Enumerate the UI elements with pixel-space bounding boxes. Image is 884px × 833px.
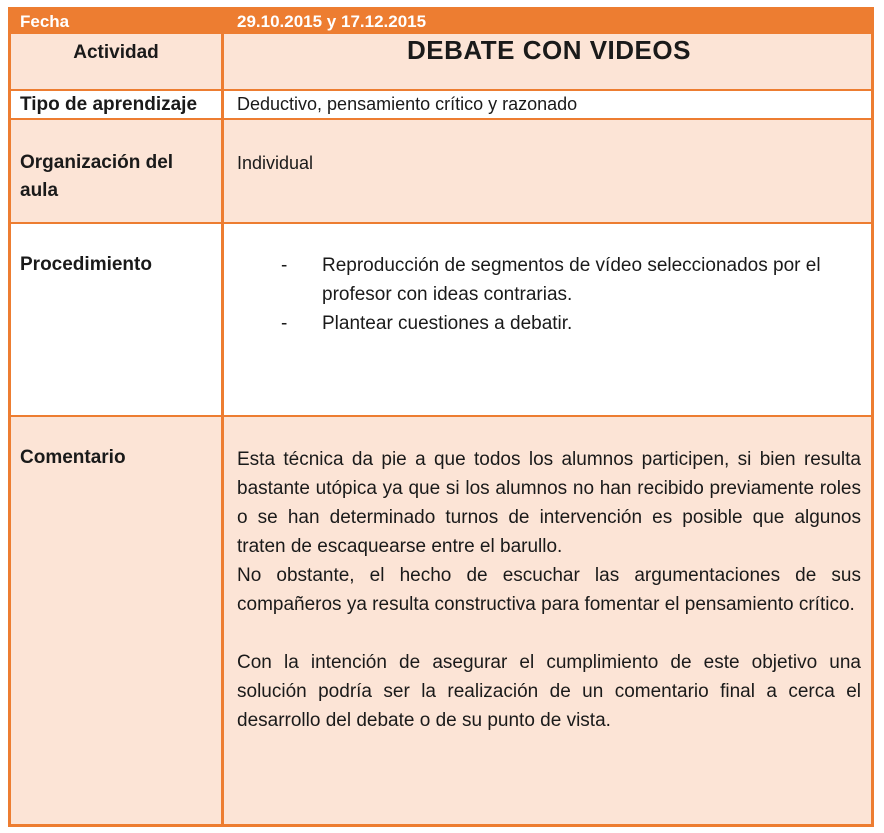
organization-label-line2: aula — [20, 180, 59, 201]
procedure-row — [11, 222, 871, 415]
activity-title: DEBATE CON VIDEOS — [407, 35, 691, 65]
learning-type-value: Deductivo, pensamiento crítico y razonado — [224, 91, 871, 118]
comment-paragraph: Con la intención de asegurar el cumplimiento de este objetivo una solución podría ser la realización de un comentario final a cerca el desarrollo del debate o de su punto de vista. — [237, 652, 861, 731]
organization-label-line1: Organización del — [20, 152, 174, 173]
comment-paragraph: Esta técnica da pie a que todos los alumnos participen, si bien resulta bastante utópica ya que si los alumnos no han recibido previamente roles o se han determinado turnos de intervención es posible que algunos traten de escaquearse entre el barullo. — [237, 449, 861, 557]
list-item — [237, 251, 861, 309]
learning-type-label: Tipo de aprendizaje — [11, 91, 224, 118]
procedure-item-text: Plantear cuestiones a debatir. — [322, 313, 573, 334]
dash-bullet-icon: - — [281, 313, 288, 334]
paragraph-spacer — [237, 619, 861, 648]
organization-value: Individual — [237, 153, 314, 173]
procedure-list — [237, 251, 861, 338]
comment-label: Comentario — [11, 417, 224, 824]
procedure-content — [224, 224, 871, 415]
organization-label — [11, 120, 224, 222]
list-item — [237, 309, 861, 338]
activity-table — [8, 7, 874, 827]
comment-content — [224, 417, 871, 824]
dash-bullet-icon: - — [281, 255, 288, 276]
procedure-label: Procedimiento — [11, 224, 224, 415]
organization-row — [11, 118, 871, 222]
comment-paragraph: No obstante, el hecho de escuchar las argumentaciones de sus compañeros ya resulta constructiva para fomentar el pensamiento crítico. — [237, 565, 861, 615]
date-label: Fecha — [11, 10, 224, 34]
activity-row — [11, 34, 871, 89]
date-row — [11, 10, 871, 34]
comment-row — [11, 415, 871, 824]
activity-label: Actividad — [11, 34, 224, 89]
date-value: 29.10.2015 y 17.12.2015 — [237, 12, 427, 31]
procedure-item-text: Reproducción de segmentos de vídeo seleccionados por el profesor con ideas contrarias. — [322, 255, 821, 305]
learning-type-row — [11, 89, 871, 118]
